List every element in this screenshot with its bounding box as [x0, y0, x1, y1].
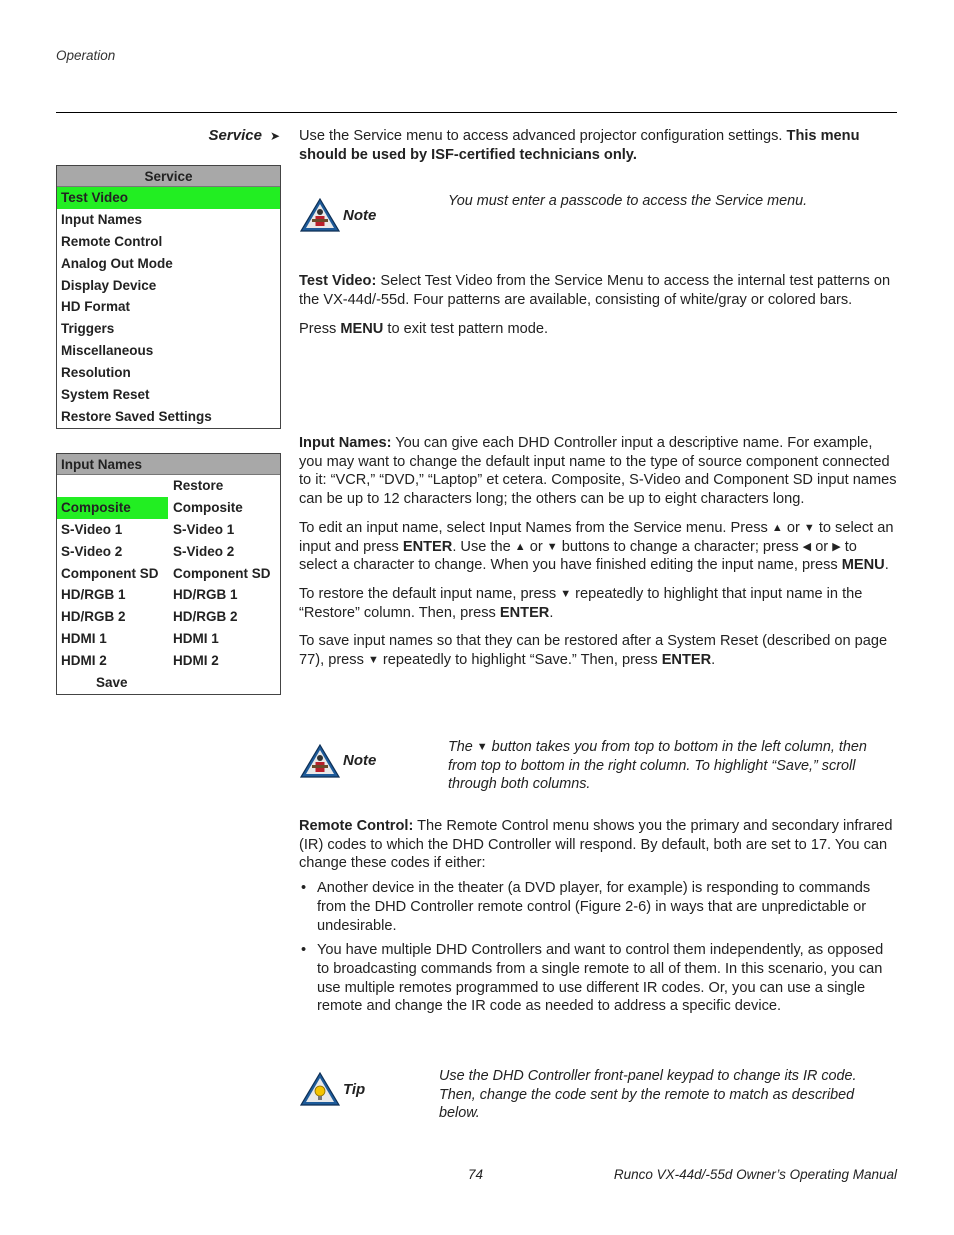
text: or: [525, 538, 547, 555]
note-label: Note: [343, 207, 377, 224]
restore-name-cell[interactable]: Composite: [173, 499, 243, 515]
menu-key: MENU: [340, 321, 384, 338]
text: .: [711, 652, 716, 669]
text: To save input names so that they can be restored after a System Reset (described on page 77), press: [299, 633, 888, 669]
enter-key: ENTER: [661, 652, 712, 669]
text: or: [811, 538, 833, 555]
service-menu-item[interactable]: HD Format: [61, 299, 131, 315]
save-button[interactable]: Save: [96, 675, 128, 691]
input-name-row: [57, 563, 280, 585]
input-names-menu: [56, 453, 281, 695]
input-names-paragraph-1: [299, 434, 897, 509]
restore-name-cell[interactable]: Component SD: [173, 565, 271, 581]
tip-lightbulb-icon: [300, 1072, 340, 1106]
text: or: [782, 519, 804, 536]
down-arrow-icon: ▼: [560, 587, 572, 600]
input-name-row: [57, 650, 280, 672]
manual-title: Runco VX-44d/-55d Owner’s Operating Manual: [613, 1167, 897, 1182]
up-arrow-icon: ▲: [514, 540, 526, 553]
header-rule: [56, 112, 897, 113]
restore-name-cell[interactable]: HD/RGB 1: [173, 587, 238, 603]
service-menu-item[interactable]: Triggers: [61, 321, 115, 337]
left-arrow-icon: ◀: [802, 540, 812, 553]
restore-name-cell[interactable]: S-Video 1: [173, 521, 235, 537]
text: To edit an input name, select Input Names from the Service menu. Press: [299, 519, 772, 536]
input-names-paragraph-2: [299, 519, 897, 575]
bullet-item: • You have multiple DHD Controllers and want to control them independently, as opposed to broadcasting commands from a single remote to all of them. In this scenario, you can use multiple remotes programmed to use different IR codes. Or, you can use a single remote and change the IR code as needed to address a specific device.: [299, 941, 897, 1016]
section-heading: [56, 127, 280, 146]
intro-text: Use the Service menu to access advanced projector configuration settings.: [299, 128, 787, 144]
service-menu-title: Service: [57, 166, 280, 187]
text: to select a character to change. When you have finished editing the input name, press: [299, 538, 857, 574]
service-menu-item[interactable]: Restore Saved Settings: [61, 408, 212, 424]
input-name-cell[interactable]: HDMI 1: [61, 631, 107, 647]
tip-label: Tip: [343, 1081, 366, 1098]
bullet-item: • Another device in the theater (a DVD player, for example) is responding to commands from the DHD Controller remote control (Figure 2-6) in ways that are unpredictable or undesirable.: [299, 879, 897, 935]
press-text-end: to exit test pattern mode.: [383, 321, 549, 338]
input-name-cell[interactable]: HD/RGB 2: [61, 609, 126, 625]
text: To restore the default input name, press: [299, 585, 561, 602]
note-person-icon: [300, 744, 340, 778]
remote-control-section: [299, 817, 897, 1022]
test-video-press-paragraph: [299, 320, 897, 339]
remote-control-paragraph: [299, 817, 897, 873]
input-name-row: [57, 519, 280, 541]
enter-key: ENTER: [499, 604, 550, 621]
input-name-row: [57, 584, 280, 606]
service-menu-item[interactable]: Input Names: [61, 211, 143, 227]
input-name-row: [57, 541, 280, 563]
intro-bold: This menu should be used by ISF-certified technicians only.: [299, 128, 860, 163]
input-name-cell[interactable]: Composite: [57, 497, 168, 519]
input-name-row: [57, 628, 280, 650]
input-name-cell[interactable]: S-Video 2: [61, 543, 123, 559]
enter-key: ENTER: [402, 538, 453, 555]
input-name-row: [57, 606, 280, 628]
tip-text: Use the DHD Controller front-panel keypad to change its IR code. Then, change the code sent by the remote to match as described below.: [439, 1068, 857, 1122]
menu-key: MENU: [841, 557, 885, 574]
down-arrow-icon: ▼: [476, 741, 488, 753]
restore-name-cell[interactable]: S-Video 2: [173, 543, 235, 559]
remote-control-title: Remote Control:: [299, 818, 414, 834]
text: The: [448, 739, 477, 755]
service-menu-item[interactable]: Test Video: [57, 187, 280, 209]
service-menu-item[interactable]: Analog Out Mode: [61, 255, 173, 271]
input-names-title: Input Names:: [299, 435, 392, 451]
down-arrow-icon: ▼: [803, 521, 815, 534]
text: . Use the: [452, 538, 515, 555]
service-menu-item[interactable]: System Reset: [61, 387, 150, 403]
note-label: Note: [343, 752, 377, 769]
press-text: Press: [299, 321, 341, 338]
service-menu-item[interactable]: Resolution: [61, 365, 131, 381]
input-names-menu-title: Input Names: [57, 454, 280, 475]
test-video-text: Select Test Video from the Service Menu to access the internal test patterns on the VX-44d/-55d. Four patterns are available, consisting of white/gray or colored bars.: [299, 273, 891, 308]
restore-name-cell[interactable]: HD/RGB 2: [173, 609, 238, 625]
service-intro: [299, 127, 897, 164]
section-heading-text: Service: [208, 127, 262, 144]
text: button takes you from top to bottom in the left column, then from top to bottom in the right column. To highlight “Save,” scroll through both columns.: [448, 739, 867, 793]
input-name-cell[interactable]: HD/RGB 1: [61, 587, 126, 603]
test-video-section: [299, 272, 897, 339]
input-names-section: [299, 434, 897, 670]
text: .: [884, 557, 889, 574]
right-arrow-icon: ▶: [832, 540, 841, 553]
test-video-paragraph: [299, 272, 897, 309]
note-text: [448, 738, 897, 794]
restore-name-cell[interactable]: HDMI 2: [173, 653, 219, 669]
input-names-text: You can give each DHD Controller input a descriptive name. For example, you may want to change the default input name to the type of source component connected to it: “VCR,” “DVD,” “Laptop” et cetera. Composite, S-Video and Component SD input names can be up to 12 characters long; the others can be up to eight characters long.: [299, 435, 897, 508]
arrow-right-icon: ➤: [269, 129, 280, 143]
service-menu: [56, 165, 281, 429]
down-arrow-icon: ▼: [546, 540, 558, 553]
down-arrow-icon: ▼: [367, 654, 379, 667]
service-menu-item[interactable]: Display Device: [61, 277, 157, 293]
running-header: Operation: [56, 48, 116, 63]
service-menu-item[interactable]: Miscellaneous: [61, 343, 154, 359]
up-arrow-icon: ▲: [771, 521, 783, 534]
remote-control-bullets: [299, 879, 897, 1016]
restore-column-header: Restore: [173, 478, 224, 493]
service-menu-item[interactable]: Remote Control: [61, 233, 163, 249]
input-names-paragraph-3: [299, 585, 897, 622]
input-names-header-row: [57, 475, 280, 497]
input-name-row: [57, 497, 280, 519]
text: repeatedly to highlight that input name in the “Restore” column. Then, press: [299, 585, 863, 621]
input-name-cell[interactable]: HDMI 2: [61, 653, 107, 669]
text: to select an input and press: [299, 519, 894, 555]
text: buttons to change a character; press: [557, 538, 803, 555]
note-text: You must enter a passcode to access the Service menu.: [448, 193, 808, 209]
input-names-paragraph-4: [299, 632, 897, 669]
text: .: [549, 604, 554, 621]
page-number: 74: [468, 1167, 484, 1182]
note-person-icon: [300, 198, 340, 232]
remote-control-text: The Remote Control menu shows you the primary and secondary infrared (IR) codes to which the DHD Controller will respond. By default, both are set to 17. You can change these codes if either:: [299, 818, 893, 872]
text: repeatedly to highlight “Save.” Then, press: [378, 652, 662, 669]
test-video-title: Test Video:: [299, 273, 377, 289]
input-name-cell[interactable]: S-Video 1: [61, 521, 123, 537]
input-name-cell[interactable]: Component SD: [61, 565, 159, 581]
restore-name-cell[interactable]: HDMI 1: [173, 631, 219, 647]
